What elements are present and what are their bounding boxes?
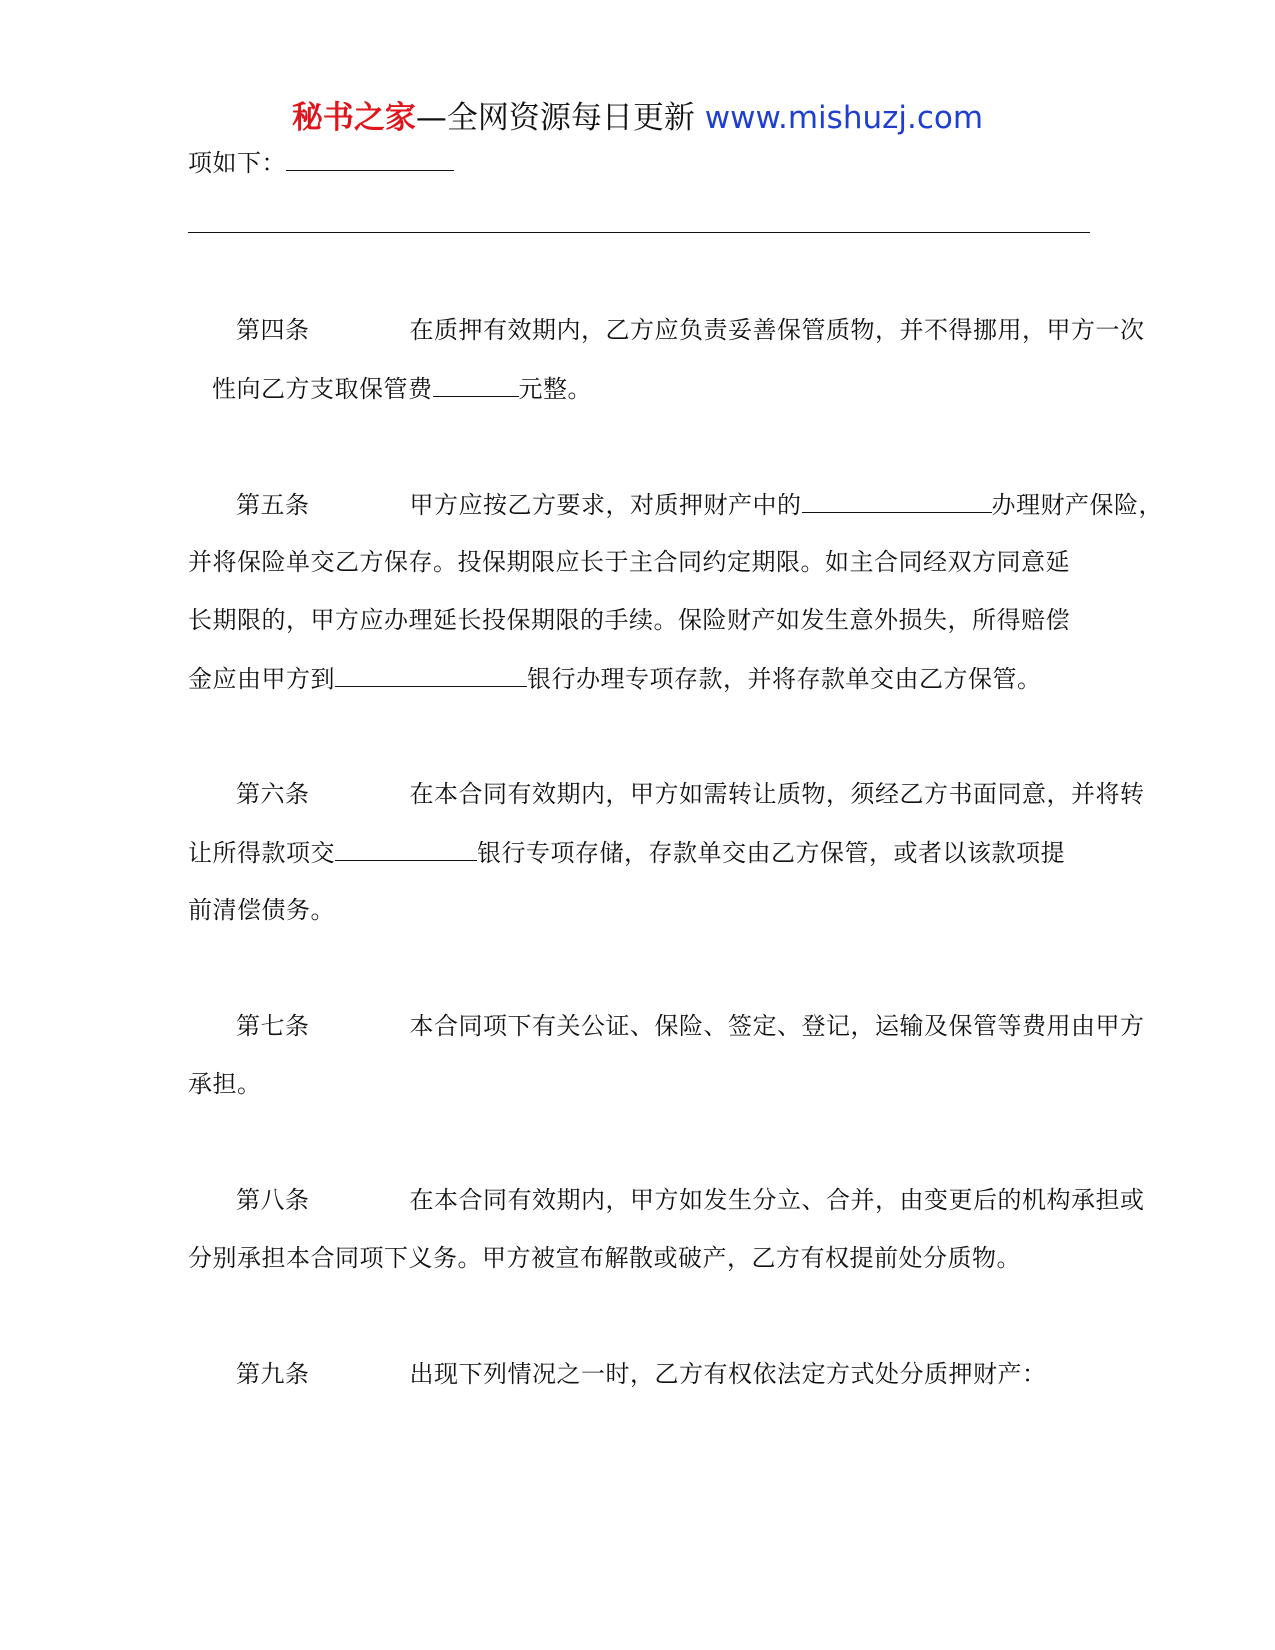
fill-blank [335, 662, 527, 687]
article-7-line-1 [236, 1010, 1145, 1042]
article-8-line-2 [188, 1242, 1021, 1274]
article-4-line-2 [212, 372, 592, 405]
article-text: 并将保险单交乙方保存。投保期限应长于主合同约定期限。如主合同经双方同意延 [188, 548, 1070, 576]
article-text: 本合同项下有关公证、保险、签定、登记，运输及保管等费用由甲方 [409, 1012, 1145, 1040]
article-text: 在本合同有效期内，甲方如发生分立、合并，由变更后的机构承担或 [409, 1186, 1145, 1214]
article-5-line-3 [188, 604, 1070, 636]
article-text: 性向乙方支取保管费 [212, 375, 433, 403]
article-text: 元整。 [518, 375, 592, 403]
article-text: 前清偿债务。 [188, 896, 335, 924]
fill-blank [433, 372, 519, 397]
article-text: 在本合同有效期内，甲方如需转让质物，须经乙方书面同意，并将转 [409, 780, 1145, 808]
intro-prefix: 项如下： [188, 149, 286, 177]
article-text: 承担。 [188, 1070, 262, 1098]
article-label: 第四条 [236, 316, 310, 344]
article-text: 金应由甲方到 [188, 665, 335, 693]
article-text: 在质押有效期内，乙方应负责妥善保管质物，并不得挪用，甲方一次 [409, 316, 1145, 344]
site-url-link[interactable]: www.mishuzj.com [704, 100, 984, 136]
fill-blank [335, 836, 477, 861]
article-text: 长期限的，甲方应办理延长投保期限的手续。保险财产如发生意外损失，所得赔偿 [188, 606, 1070, 634]
intro-line [188, 146, 454, 179]
article-label: 第六条 [236, 780, 310, 808]
article-text: 出现下列情况之一时，乙方有权依法定方式处分质押财产： [409, 1360, 1047, 1388]
article-8-line-1 [236, 1184, 1145, 1216]
article-4-line-1 [236, 314, 1145, 346]
article-text: 甲方应按乙方要求，对质押财产中的 [409, 491, 802, 519]
blank-rule [188, 232, 1090, 233]
article-text: 银行办理专项存款，并将存款单交由乙方保管。 [527, 665, 1042, 693]
article-label: 第九条 [236, 1360, 310, 1388]
article-label: 第八条 [236, 1186, 310, 1214]
article-label: 第五条 [236, 491, 310, 519]
article-5-line-4 [188, 662, 1042, 695]
article-5-line-2 [188, 546, 1070, 578]
article-text: 办理财产保险， [991, 491, 1163, 519]
fill-blank [802, 488, 992, 513]
article-6-line-1 [236, 778, 1145, 810]
article-6-line-3 [188, 894, 335, 926]
brand-name: 秘书之家 [291, 100, 416, 136]
fill-blank [286, 146, 454, 171]
article-9-line-1 [236, 1358, 1047, 1390]
article-6-line-2 [188, 836, 1065, 869]
article-text: 分别承担本合同项下义务。甲方被宣布解散或破产，乙方有权提前处分质物。 [188, 1244, 1021, 1272]
article-5-line-1 [236, 488, 1163, 521]
header-tagline: —全网资源每日更新 [415, 100, 695, 136]
article-text: 让所得款项交 [188, 839, 335, 867]
article-7-line-2 [188, 1068, 262, 1100]
article-label: 第七条 [236, 1012, 310, 1040]
site-header [0, 98, 1275, 138]
article-text: 银行专项存储，存款单交由乙方保管，或者以该款项提 [477, 839, 1065, 867]
